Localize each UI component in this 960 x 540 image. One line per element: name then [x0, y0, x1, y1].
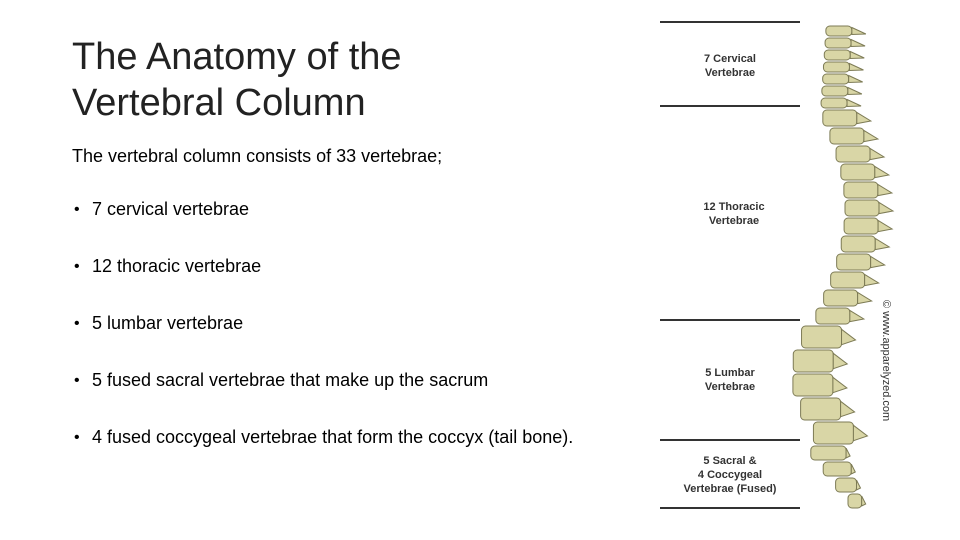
bullet-dot: • [74, 258, 80, 275]
spinous-process [857, 112, 871, 123]
vertebra-body [813, 422, 853, 444]
spinous-process [847, 100, 861, 107]
spinous-process [875, 166, 889, 177]
bullet-dot: • [74, 315, 80, 332]
label-thoracic: 12 Thoracic Vertebrae [703, 201, 765, 227]
spinous-process [878, 220, 892, 231]
spinous-process [875, 238, 889, 249]
spinous-process [862, 496, 866, 506]
spinous-process [842, 329, 856, 344]
spinous-process [850, 52, 864, 59]
spinous-process [849, 64, 863, 71]
spinous-process [849, 76, 863, 83]
label-sacral: 5 Sacral & 4 Coccygeal Vertebrae (Fused) [683, 455, 777, 495]
bullet-cervical: • 7 cervical vertebrae [74, 199, 250, 219]
label-cervical: 7 Cervical Vertebrae [704, 53, 756, 79]
vertebra-body [825, 38, 851, 48]
spinous-process [879, 202, 893, 213]
label-lumbar: 5 Lumbar Vertebrae [704, 367, 756, 393]
vertebra-body [830, 128, 864, 144]
vertebra-body [801, 398, 841, 420]
vertebra-body [823, 62, 849, 72]
spinous-process [846, 448, 850, 458]
vertebra-body [811, 446, 846, 460]
vertebra-body [845, 200, 879, 216]
bullet-coccygeal: • 4 fused coccygeal vertebrae that form the coccyx (tail bone). [74, 427, 574, 447]
vertebra-body [823, 462, 851, 476]
title-line-2: Vertebral Column [72, 82, 366, 124]
vertebra-body [821, 98, 847, 108]
bullet-dot: • [74, 429, 80, 446]
copyright-watermark: © www.apparelyzed.com [880, 300, 892, 422]
spinous-process [841, 401, 855, 416]
spinous-process [848, 88, 862, 95]
spinous-process [851, 464, 855, 474]
vertebra-body [823, 74, 849, 84]
spinous-process [833, 353, 847, 368]
vertebra-body [831, 272, 865, 288]
vertebra-body [826, 26, 852, 36]
bullet-thoracic: • 12 thoracic vertebrae [74, 256, 262, 276]
spinous-process [857, 480, 861, 490]
slide-title [72, 34, 592, 126]
vertebra-body [823, 110, 857, 126]
vertebra-body [844, 182, 878, 198]
vertebra-body [836, 146, 870, 162]
intro-text: The vertebral column consists of 33 vertebrae; [72, 146, 443, 166]
spinous-process [850, 310, 864, 321]
bullet-dot: • [74, 372, 80, 389]
vertebra-body [837, 254, 871, 270]
vertebra-body [841, 164, 875, 180]
bullet-sacral: • 5 fused sacral vertebrae that make up the sacrum [74, 370, 489, 390]
bullet-lumbar: • 5 lumbar vertebrae [74, 313, 244, 333]
vertebra-body [822, 86, 848, 96]
spinous-process [858, 292, 872, 303]
vertebra-body [848, 494, 862, 508]
bullet-dot: • [74, 201, 80, 218]
spinous-process [852, 28, 866, 35]
spinous-process [833, 377, 847, 392]
vertebra-body [844, 218, 878, 234]
spinous-process [853, 425, 867, 440]
vertebra-body [824, 50, 850, 60]
vertebra-body [816, 308, 850, 324]
spine-figure [640, 14, 940, 514]
spinous-process [871, 256, 885, 267]
spinous-process [864, 130, 878, 141]
title-line-1: The Anatomy of the [72, 36, 402, 78]
vertebra-body [802, 326, 842, 348]
bullet-list [72, 200, 582, 485]
spinous-process [851, 40, 865, 47]
spinous-process [878, 184, 892, 195]
vertebra-body [824, 290, 858, 306]
vertebra-body [841, 236, 875, 252]
spine-illustration [640, 14, 940, 514]
spinous-process [870, 148, 884, 159]
vertebra-body [836, 478, 857, 492]
spinous-process [865, 274, 879, 285]
